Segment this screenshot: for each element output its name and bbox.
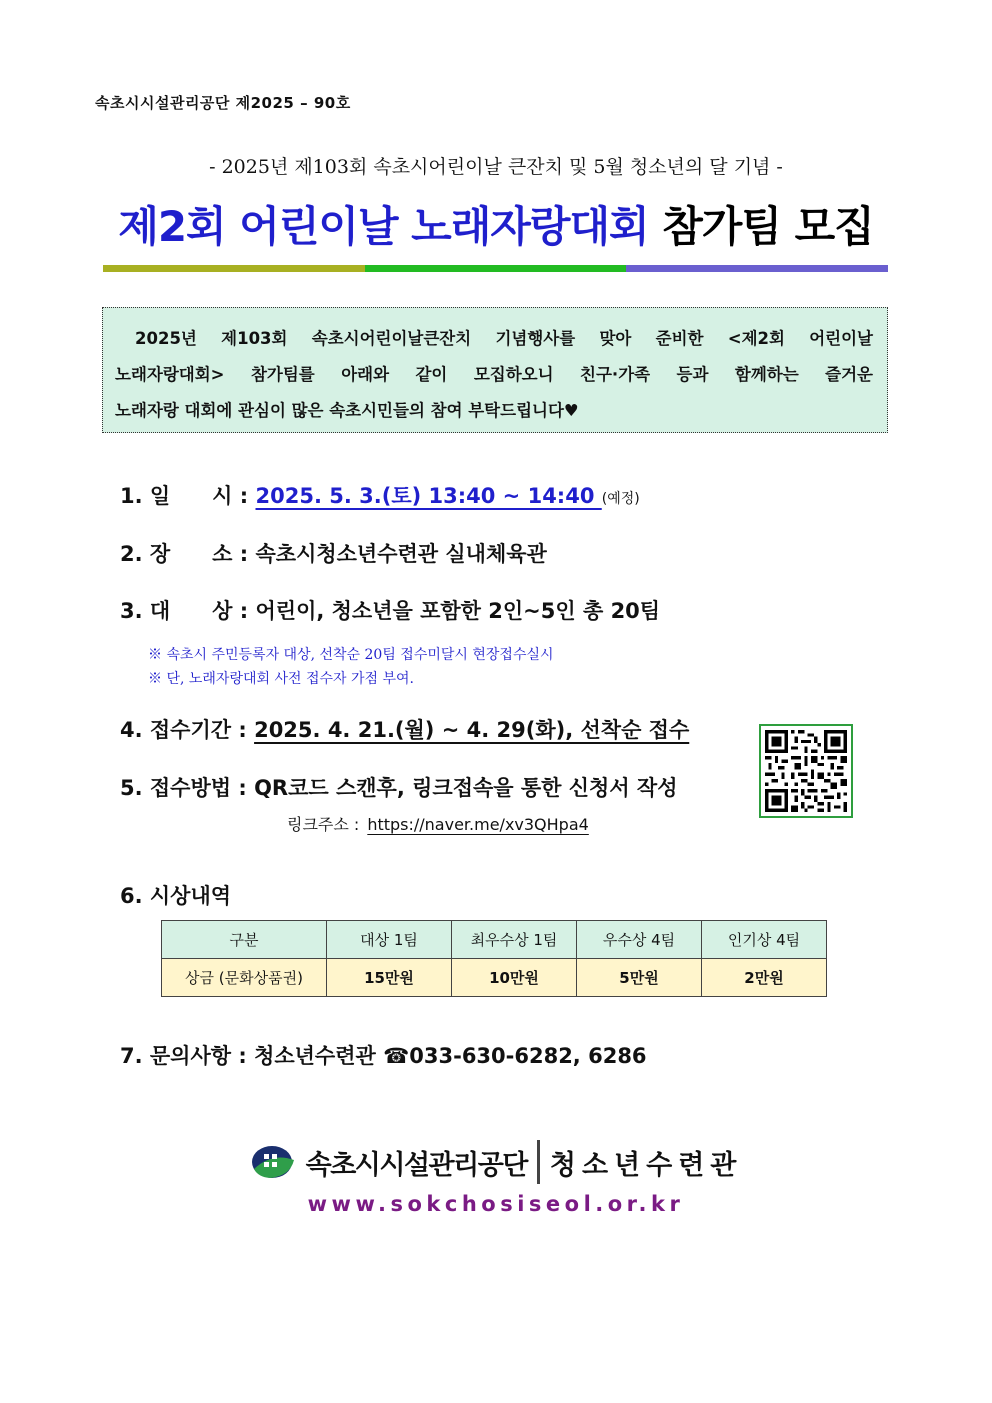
item-date-note: (예정) (601, 491, 640, 507)
footer-separator (537, 1140, 540, 1184)
item-period-value: 2025. 4. 21.(월) ~ 4. 29(화), 선착순 접수 (254, 718, 690, 742)
prize-heading: 6. 시상내역 (120, 884, 232, 908)
prize-cell: 10만원 (452, 959, 577, 997)
prize-header-cell: 구분 (162, 921, 327, 959)
item-inquiry-value: 청소년수련관 ☎033-630-6282, 6286 (254, 1044, 647, 1068)
item-inquiry (120, 1040, 647, 1070)
prize-header-cell: 우수상 4팀 (577, 921, 702, 959)
document-number: 속초시시설관리공단 제2025 – 90호 (95, 94, 351, 112)
org-name: 속초시시설관리공단 (305, 1149, 527, 1181)
intro-line: 노래자랑 대회에 관심이 많은 속초시민들의 참여 부탁드립니다♥ (115, 401, 579, 420)
prize-header-cell: 최우수상 1팀 (452, 921, 577, 959)
prize-cell: 상금 (문화상품권) (162, 959, 327, 997)
dept-name: 청소년수련관 (549, 1149, 743, 1181)
item-target-label: 3. 대 상 : (120, 599, 256, 623)
title-blue-part: 제2회 어린이날 노래자랑대회 (118, 202, 649, 251)
qr-code-icon (765, 730, 847, 812)
main-title (0, 194, 992, 254)
divider-segment-green (365, 265, 627, 272)
item-method-label: 5. 접수방법 : (120, 776, 255, 800)
item-method (120, 772, 678, 802)
item-period (120, 714, 689, 744)
target-note: ※ 단, 노래자랑대회 사전 접수자 가점 부여. (148, 671, 414, 687)
prize-table (161, 920, 827, 997)
link-line (287, 812, 589, 835)
qr-code[interactable] (759, 724, 853, 818)
registration-link[interactable]: https://naver.me/xv3QHpa4 (367, 815, 589, 834)
item-place-value: 속초시청소년수련관 실내체육관 (255, 542, 547, 566)
link-label: 링크주소 : (287, 815, 360, 834)
website-url[interactable]: www.sokchosiseol.or.kr (307, 1192, 685, 1216)
item-target-value: 어린이, 청소년을 포함한 2인~5인 총 20팀 (255, 599, 661, 623)
prize-cell: 5만원 (577, 959, 702, 997)
prize-table-header-row (162, 921, 827, 959)
item-date-label: 1. 일 시 : (120, 484, 256, 508)
item-place-label: 2. 장 소 : (120, 542, 256, 566)
intro-box (102, 307, 888, 433)
subtitle: - 2025년 제103회 속초시어린이날 큰잔치 및 5월 청소년의 달 기념 - (209, 156, 783, 178)
prize-header-cell: 인기상 4팀 (702, 921, 827, 959)
divider-segment-purple (626, 265, 888, 272)
prize-cell: 15만원 (327, 959, 452, 997)
target-note: ※ 속초시 주민등록자 대상, 선착순 20팀 접수미달시 현장접수실시 (148, 647, 554, 663)
intro-line: 2025년 제103회 속초시어린이날큰잔치 기념행사를 맞아 준비한 <제2회 어린이날 (135, 329, 873, 348)
divider-segment-olive (103, 265, 365, 272)
item-target (120, 595, 660, 625)
item-date (120, 480, 640, 510)
title-divider (103, 265, 888, 272)
item-date-value: 2025. 5. 3.(토) 13:40 ~ 14:40 (255, 484, 602, 508)
item-period-label: 4. 접수기간 : (120, 718, 255, 742)
org-logo-icon (250, 1142, 296, 1182)
intro-line: 노래자랑대회> 참가팀를 아래와 같이 모집하오니 친구·가족 등과 함께하는 즐거운 (115, 365, 873, 384)
item-inquiry-label: 7. 문의사항 : (120, 1044, 255, 1068)
prize-header-cell: 대상 1팀 (327, 921, 452, 959)
item-method-value: QR코드 스캔후, 링크접속을 통한 신청서 작성 (254, 776, 678, 800)
prize-cell: 2만원 (702, 959, 827, 997)
title-black-part: 참가팀 모집 (662, 202, 874, 251)
item-place (120, 538, 547, 568)
footer-logo (0, 1140, 992, 1184)
prize-table-row (162, 959, 827, 997)
